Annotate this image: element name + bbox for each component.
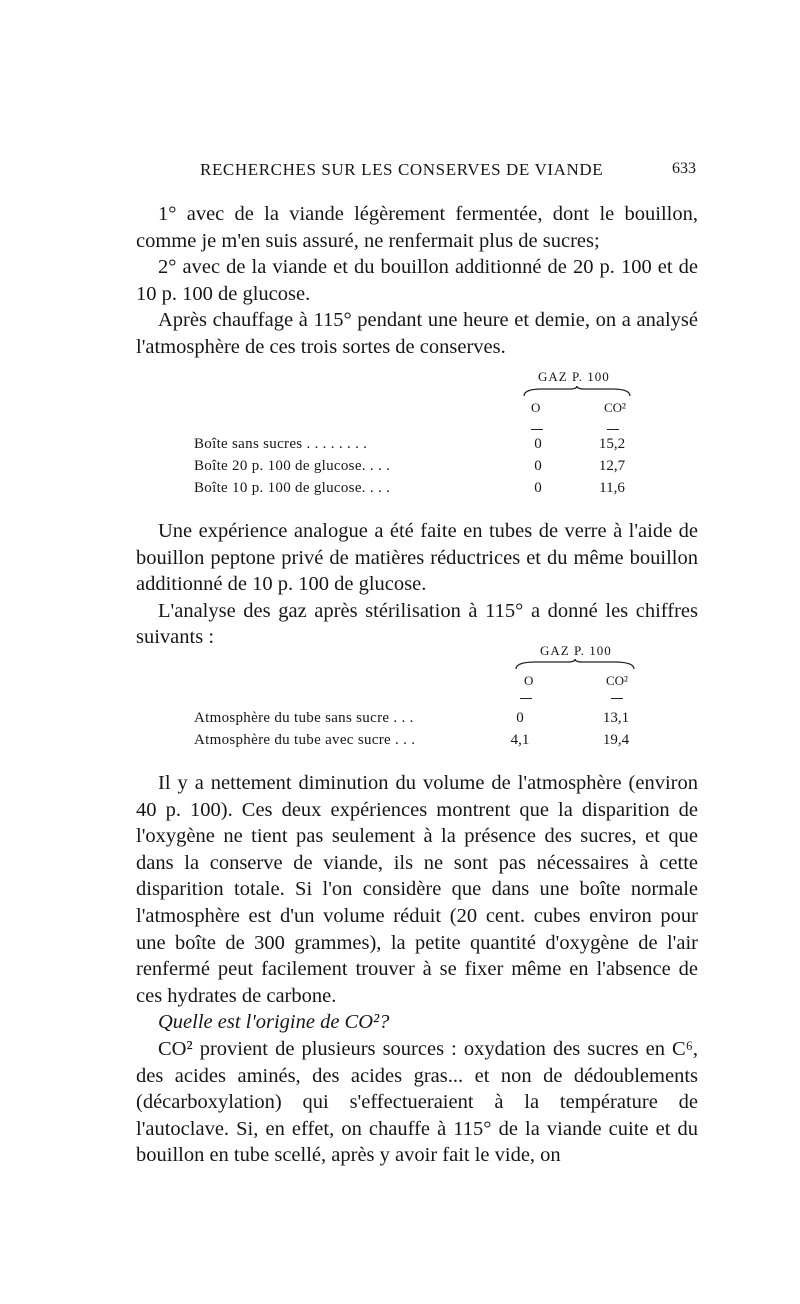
paragraph: CO² provient de plusieurs sources : oxydation des sucres en C⁶, des acides aminés, des acides gras... et non de dédoublements (décarboxylation) qui s'effectueraient à la température de l'autoclave. Si, en effet, on chauffe à 115° de la viande cuite et du bouillon en tube scellé, après y avoir fait le vide, on [136, 1037, 698, 1167]
column-dash [611, 698, 623, 699]
paragraph: 1° avec de la viande légèrement fermentée, dont le bouillon, comme je m'en suis assuré, ne renfermait plus de sucres; [136, 203, 698, 252]
paragraph: Après chauffage à 115° pendant une heure et demie, on a analysé l'atmosphère de ces trois sortes de conserves. [136, 309, 698, 358]
section-question: Quelle est l'origine de CO²? [158, 1011, 390, 1034]
paragraph: 2° avec de la viande et du bouillon additionné de 20 p. 100 et de 10 p. 100 de glucose. [136, 256, 698, 305]
table-cell-co2: 12,7 [598, 458, 626, 474]
column-dash [520, 698, 532, 699]
table-cell-co2: 13,1 [602, 710, 630, 726]
running-header [200, 160, 700, 184]
column-dash [531, 429, 543, 430]
brace-icon [514, 659, 636, 671]
table-row-label: Boîte 20 p. 100 de glucose. . . . [194, 458, 391, 474]
table-row-label: Boîte sans sucres . . . . . . . . [194, 436, 368, 452]
table-cell-o: 0 [534, 458, 542, 474]
table-cell-o: 0 [534, 436, 542, 452]
table-row-label: Boîte 10 p. 100 de glucose. . . . [194, 480, 391, 496]
column-header-co2: CO² [604, 400, 626, 415]
paragraph: L'analyse des gaz après stérilisation à 115° a donné les chiffres suivants : [136, 599, 698, 649]
table-cell-o: 4,1 [510, 732, 530, 748]
table-cell-co2: 11,6 [599, 480, 625, 496]
table-row-label: Atmosphère du tube avec sucre . . . [194, 732, 416, 748]
table-group-header: GAZ P. 100 [540, 643, 612, 658]
brace-icon [522, 386, 632, 398]
text-block-middle [136, 518, 698, 651]
table-row-label: Atmosphère du tube sans sucre . . . [194, 710, 414, 726]
table-cell-co2: 15,2 [598, 436, 626, 452]
text-block-top [136, 201, 698, 361]
table-cell-co2: 19,4 [602, 732, 630, 748]
table-cell-o: 0 [516, 710, 524, 726]
paragraph: Une expérience analogue a été faite en tubes de verre à l'aide de bouillon peptone privé de matières réductrices et du même bouillon additionné de 10 p. 100 de glucose. [136, 520, 698, 596]
text-block-bottom [136, 770, 698, 1169]
column-header-o: O [524, 673, 534, 688]
page-number: 633 [672, 160, 696, 177]
running-title: RECHERCHES SUR LES CONSERVES DE VIANDE [200, 160, 604, 179]
table-cell-o: 0 [534, 480, 542, 496]
paragraph: Il y a nettement diminution du volume de l'atmosphère (environ 40 p. 100). Ces deux expériences montrent que la disparition de l'oxygène ne tient pas seulement à la présence des sucres, et que dans la conserve de viande, ils ne sont pas nécessaires à cette disparition totale. Si l'on considère que dans une boîte normale l'atmosphère est d'un volume réduit (20 cent. cubes environ pour une boîte de 300 grammes), la petite quantité d'oxygène de l'air renfermé peut facilement trouver à se fixer même en l'absence de ces hydrates de carbone. [136, 772, 698, 1007]
column-header-o: O [531, 400, 541, 415]
column-dash [607, 429, 619, 430]
column-header-co2: CO² [606, 673, 628, 688]
table-group-header: GAZ P. 100 [538, 369, 610, 384]
